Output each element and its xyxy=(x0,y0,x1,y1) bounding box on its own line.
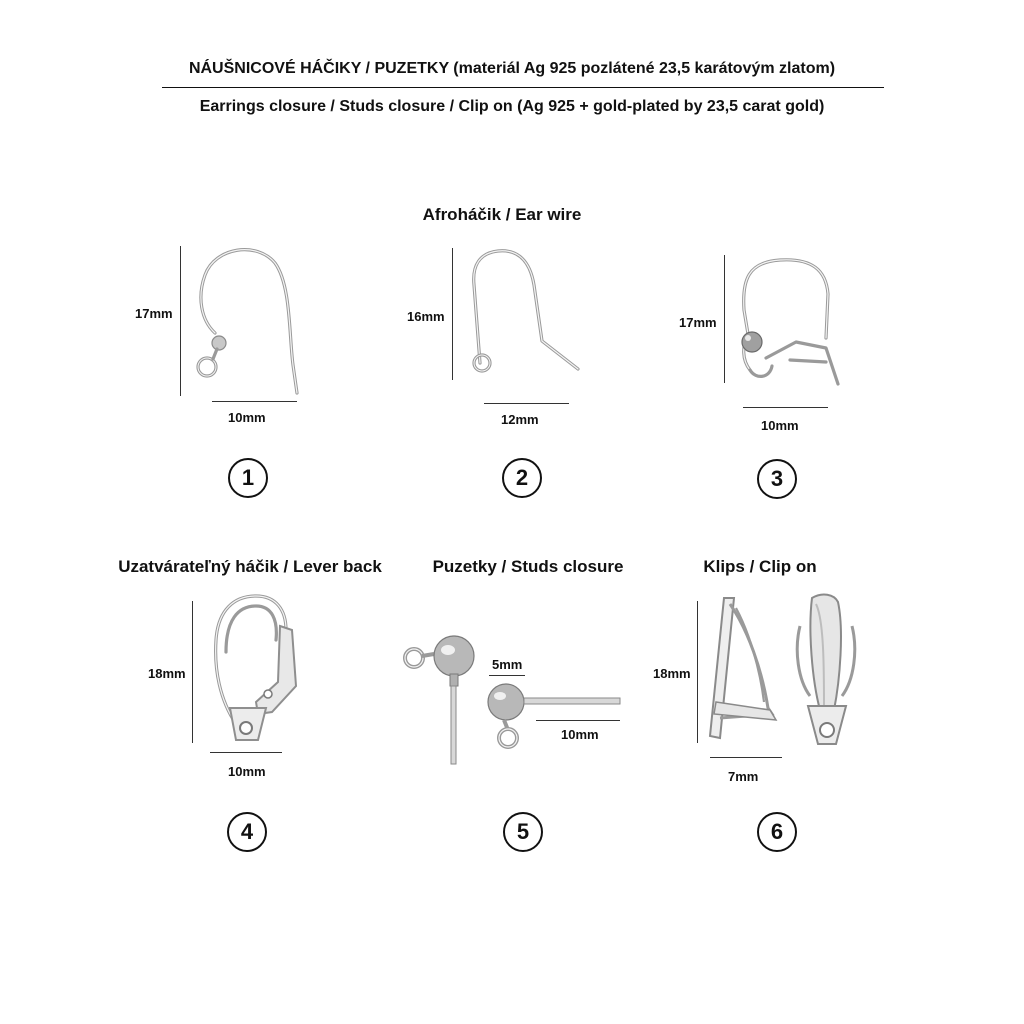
ball-size-label-5: 5mm xyxy=(492,657,523,672)
height-label-1: 17mm xyxy=(135,306,173,321)
item-number-3: 3 xyxy=(757,459,797,499)
width-label-3: 10mm xyxy=(761,418,799,433)
section-title-lever-back: Uzatvárateľný háčik / Lever back xyxy=(118,557,382,576)
clip-on-image-6-side xyxy=(700,590,780,750)
title-english: Earrings closure / Studs closure / Clip on (Ag 925 + gold-plated by 23,5 carat gold) xyxy=(199,98,825,115)
height-label-4: 18mm xyxy=(148,666,186,681)
width-label-4: 10mm xyxy=(228,764,266,779)
clip-on-image-6-front xyxy=(786,590,866,760)
item-number-6: 6 xyxy=(757,812,797,852)
ear-wire-image-1 xyxy=(185,245,315,405)
title-slovak: NÁUŠNICOVÉ HÁČIKY / PUZETKY (materiál Ag 925 pozlátené 23,5 karátovým zlatom) xyxy=(188,60,836,77)
stud-image-5-front xyxy=(398,628,498,768)
width-label-1: 10mm xyxy=(228,410,266,425)
height-line-1 xyxy=(180,246,181,396)
lever-back-image-4 xyxy=(200,590,310,750)
width-line-3 xyxy=(743,407,828,408)
width-line-2 xyxy=(484,403,569,404)
width-label-6: 7mm xyxy=(728,769,759,784)
width-line-1 xyxy=(212,401,297,402)
ball-size-line-5 xyxy=(489,675,525,676)
item-number-5: 5 xyxy=(503,812,543,852)
width-line-4 xyxy=(210,752,282,753)
item-number-2: 2 xyxy=(502,458,542,498)
height-label-6: 18mm xyxy=(653,666,691,681)
width-line-6 xyxy=(710,757,782,758)
section-title-clip-on: Klips / Clip on xyxy=(703,557,817,576)
height-line-2 xyxy=(452,248,453,380)
ear-wire-image-2 xyxy=(458,245,588,385)
height-line-6 xyxy=(697,601,698,743)
height-label-2: 16mm xyxy=(407,309,445,324)
height-label-3: 17mm xyxy=(679,315,717,330)
ear-wire-image-3 xyxy=(730,250,860,390)
height-line-3 xyxy=(724,255,725,383)
item-number-1: 1 xyxy=(228,458,268,498)
height-line-4 xyxy=(192,601,193,743)
section-title-ear-wire: Afroháčik / Ear wire xyxy=(422,205,582,224)
section-title-studs: Puzetky / Studs closure xyxy=(432,557,624,576)
width-label-2: 12mm xyxy=(501,412,539,427)
header-divider xyxy=(162,87,884,88)
width-label-5: 10mm xyxy=(561,727,599,742)
item-number-4: 4 xyxy=(227,812,267,852)
width-line-5 xyxy=(536,720,620,721)
